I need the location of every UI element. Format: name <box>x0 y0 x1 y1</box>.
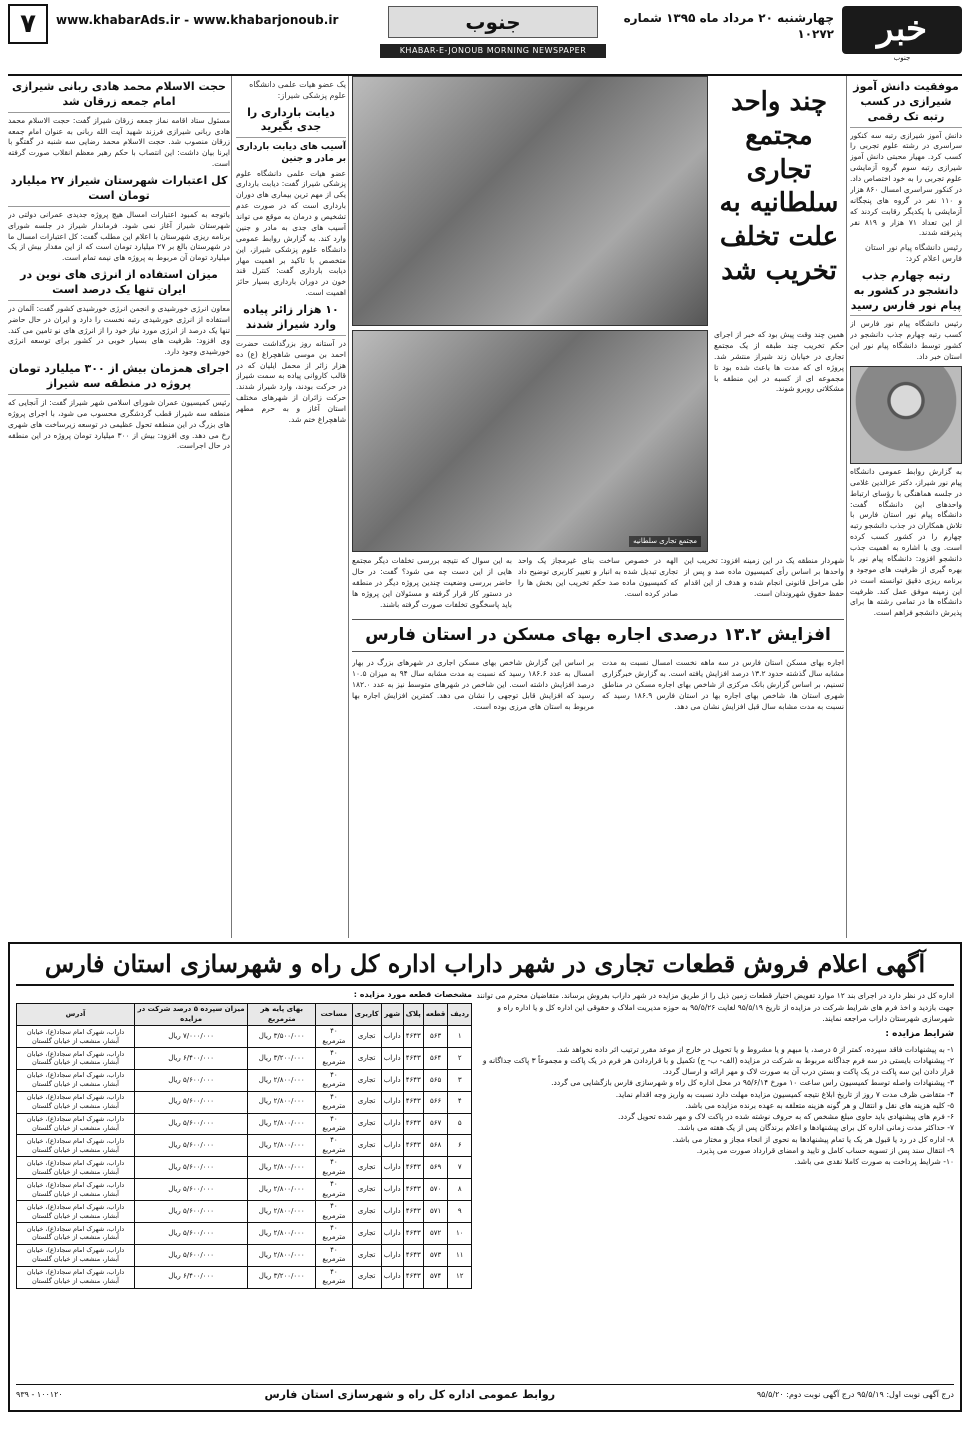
table-cell: داراب، شهرک امام سجاد(ع)، خیابان آبشار، منشعب از خیابان گلستان <box>17 1222 135 1244</box>
news-content <box>8 76 962 938</box>
column-divider <box>348 76 349 938</box>
issue-date: چهارشنبه ۲۰ مرداد ماه ۱۳۹۵ شماره ۱۰۲۷۲ <box>623 11 834 42</box>
column-header: آدرس <box>17 1004 135 1026</box>
table-cell: ۵/۶۰۰/۰۰۰ ریال <box>135 1244 248 1266</box>
ad-publish-dates: درج آگهی نوبت اول: ۹۵/۵/۱۹ درج آگهی نوبت دوم: ۹۵/۵/۲۰ <box>756 1390 954 1400</box>
table-cell: ۳/۲۰۰/۰۰۰ ریال <box>248 1047 316 1069</box>
photo-caption: مجتمع تجاری سلطانیه <box>629 536 701 547</box>
right-column <box>850 76 962 938</box>
table-cell: ۵/۶۰۰/۰۰۰ ریال <box>135 1069 248 1091</box>
table-cell: داراب <box>381 1266 403 1288</box>
table-cell: ۴۶۴۳ <box>403 1091 423 1113</box>
table-cell: ۶/۴۰۰/۰۰۰ ریال <box>135 1266 248 1288</box>
table-cell: ۵/۶۰۰/۰۰۰ ریال <box>135 1179 248 1201</box>
left-column <box>8 76 230 938</box>
table-cell: تجاری <box>352 1201 381 1223</box>
article-kicker: یک عضو هیات علمی دانشگاه علوم پزشکی شیراز: <box>249 80 346 100</box>
table-cell: ۵۷۱ <box>423 1201 448 1223</box>
table-cell: ۲/۸۰۰/۰۰۰ ریال <box>248 1135 316 1157</box>
table-row <box>17 1201 472 1223</box>
article-body: معاون انرژی خورشیدی و انجمن انرژی خورشیدی کشور گفت: آلمان در استفاده از انرژی خورشیدی رتبه نخست را دارد و ایران در حال حاضر تنها یک درصد از انرژی مورد نیاز خود را از انرژی های نو تامین می کند. وی افزود: ظرفیت های بسیار خوبی در کشور برای توسعه انرژی خورشیدی وجود دارد. <box>8 303 230 357</box>
table-cell: ۵۷۰ <box>423 1179 448 1201</box>
portrait-photo <box>850 366 962 464</box>
table-cell: ۲/۸۰۰/۰۰۰ ریال <box>248 1244 316 1266</box>
table-cell: ۵۷۳ <box>423 1244 448 1266</box>
table-row <box>17 1135 472 1157</box>
table-cell: داراب <box>381 1113 403 1135</box>
table-cell: ۵۶۵ <box>423 1069 448 1091</box>
table-cell: ۵۷۲ <box>423 1222 448 1244</box>
column-header: میزان سپرده ۵ درصد شرکت در مزایده <box>135 1004 248 1026</box>
table-cell: ۳ <box>448 1069 472 1091</box>
article-title: حجت الاسلام محمد هادی ربانی شیرازی امام جمعه زرقان شد <box>8 80 230 113</box>
table-cell: ۶ <box>448 1135 472 1157</box>
column-header: کاربری <box>352 1004 381 1026</box>
article-body: رئیس دانشگاه پیام نور فارس از کسب رتبه چهارم جذب دانشجو در کشور توسط دانشگاه پیام نور این استان خبر داد. <box>850 319 962 362</box>
table-cell: داراب، شهرک امام سجاد(ع)، خیابان آبشار، منشعب از خیابان گلستان <box>17 1091 135 1113</box>
table-cell: ۴۶۴۳ <box>403 1047 423 1069</box>
column-header: پلاک <box>403 1004 423 1026</box>
table-cell: داراب <box>381 1179 403 1201</box>
lots-table <box>16 1003 472 1288</box>
table-cell: داراب <box>381 1135 403 1157</box>
table-cell: تجاری <box>352 1026 381 1048</box>
table-row <box>17 1266 472 1288</box>
table-cell: ۲ <box>448 1047 472 1069</box>
conditions-title: شرایط مزایده : <box>885 1029 954 1040</box>
table-cell: ۳/۵۰۰/۰۰۰ ریال <box>248 1026 316 1048</box>
tender-advertisement <box>8 942 962 1412</box>
table-body <box>17 1026 472 1289</box>
table-caption: مشخصات قطعه مورد مزایده : <box>353 990 472 1000</box>
table-row <box>17 1113 472 1135</box>
main-column <box>352 76 844 938</box>
table-cell: ۵/۶۰۰/۰۰۰ ریال <box>135 1135 248 1157</box>
table-cell: ۹ <box>448 1201 472 1223</box>
page-number: ۷ <box>8 4 48 44</box>
table-cell: ۵۶۶ <box>423 1091 448 1113</box>
table-row <box>17 1244 472 1266</box>
table-row <box>17 1222 472 1244</box>
column-header: بهای پایه هر مترمربع <box>248 1004 316 1026</box>
table-cell: ۵/۶۰۰/۰۰۰ ریال <box>135 1091 248 1113</box>
article-title: میزان استفاده از انرژی های نوین در ایران تنها یک درصد است <box>8 268 230 301</box>
condition-item: ۸- اداره کل در رد یا قبول هر یک یا تمام پیشنهادها به نحوی از انحاء مجاز و مختار می باشد. <box>672 1134 954 1144</box>
table-cell: ۴۰ مترمربع <box>316 1135 352 1157</box>
ad-footer <box>16 1384 954 1406</box>
column-header: قطعه <box>423 1004 448 1026</box>
newspaper-logo: خبر <box>842 6 962 54</box>
table-cell: ۴۶۴۳ <box>403 1069 423 1091</box>
article-title: افزایش ۱۳.۲ درصدی اجاره بهای مسکن در استان فارس <box>352 619 844 652</box>
ad-title: آگهی اعلام فروش قطعات تجاری در شهر داراب اداره کل راه و شهرسازی استان فارس <box>16 948 954 986</box>
table-cell: ۴۰ مترمربع <box>316 1179 352 1201</box>
table-cell: داراب، شهرک امام سجاد(ع)، خیابان آبشار، منشعب از خیابان گلستان <box>17 1179 135 1201</box>
condition-item: ۲- پیشنهادات بایستی در سه فرم جداگانه مربوط به شرکت در مزایده (الف- ب- ج) تکمیل و با قراردادن هر فرم در یک پاکت و مجموعاً ۳ پاکت جداگانه و قرار دادن این سه پاکت در یک پاکت و بستن درب آن به صورت لاک و مهر ارائه و ارسال گردد. <box>482 1055 954 1077</box>
table-cell: ۱ <box>448 1026 472 1048</box>
article-title: دیابت بارداری را جدی بگیرید <box>236 106 346 139</box>
article-body: همین چند وقت پیش بود که خبر از اجرای حکم تخریب چند طبقه از یک مجتمع تجاری در خیابان زند شیراز منتشر شد. پروژه ای که مدت ها باعث شده بود تا مجموعه ای از کسبه در این منطقه با مشکلاتی روبرو شوند. <box>714 330 844 394</box>
condition-item: ۹- انتقال سند پس از تسویه حساب کامل و تایید و امضای قرارداد صورت می پذیرد. <box>696 1145 954 1155</box>
lots-table-wrapper <box>16 990 472 1288</box>
table-cell: ۵/۶۰۰/۰۰۰ ریال <box>135 1113 248 1135</box>
table-cell: داراب <box>381 1047 403 1069</box>
table-cell: ۲/۸۰۰/۰۰۰ ریال <box>248 1069 316 1091</box>
table-cell: ۴۰ مترمربع <box>316 1091 352 1113</box>
table-cell: ۴۶۴۳ <box>403 1266 423 1288</box>
website-links[interactable]: www.khabarAds.ir - www.khabarjonoub.ir <box>56 13 339 27</box>
table-cell: داراب <box>381 1026 403 1048</box>
table-row <box>17 1069 472 1091</box>
condition-item: ۶- فرم های پیشنهادی باید حاوی مبلغ مشخص که به حروف نوشته شده در پاکت لاک و مهر شده تحویل گردد. <box>618 1112 954 1122</box>
article-body: باتوجه به کمبود اعتبارات امسال هیچ پروژه جدیدی عمرانی دولتی در شهرستان شیراز آغاز نمی شود. فرماندار شیراز در جلسه شورای برنامه ریزی شهرستان با اعلام این مطلب گفت: کل اعتبارات امسال ما در شهرستان بالغ بر ۲۷ میلیارد تومان است که از این مقدار بیش از یک میلیارد تومان آن مربوط به پروژه های نیمه تمام است. <box>8 209 230 263</box>
table-cell: داراب، شهرک امام سجاد(ع)، خیابان آبشار، منشعب از خیابان گلستان <box>17 1201 135 1223</box>
article-body: عضو هیات علمی دانشگاه علوم پزشکی شیراز گفت: دیابت بارداری یکی از مهم ترین بیماری های دوران بارداری است که در صورت عدم تشخیص و درمان به موقع می تواند آسیب های جدی به مادر و جنین وارد کند. به گزارش روابط عمومی دانشگاه علوم پزشکی شیراز، این متخصص با تاکید بر اهمیت مهار دیابت بارداری گفت: کنترل قند خون در دوران بارداری بسیار حائز اهمیت است. <box>236 168 346 298</box>
table-cell: ۲/۸۰۰/۰۰۰ ریال <box>248 1091 316 1113</box>
table-cell: داراب <box>381 1157 403 1179</box>
table-cell: داراب، شهرک امام سجاد(ع)، خیابان آبشار، منشعب از خیابان گلستان <box>17 1113 135 1135</box>
table-cell: داراب، شهرک امام سجاد(ع)، خیابان آبشار، منشعب از خیابان گلستان <box>17 1069 135 1091</box>
middle-column <box>236 76 346 938</box>
table-cell: داراب، شهرک امام سجاد(ع)، خیابان آبشار، منشعب از خیابان گلستان <box>17 1244 135 1266</box>
article-body: الهه در خصوص ساخت بنای غیرمجاز یک واحد تجاری تبدیل شده به انبار و تغییر کاربری توضیح داد که کمیسیون ماده صد حکم تخریب این بخش ها را صادر کرده است. <box>518 556 678 598</box>
article-body: به گزارش روابط عمومی دانشگاه پیام نور شیراز، دکتر عزالدین غلامی در جلسه هماهنگی با رؤسای ارتباط واحدهای این دانشگاه گفت: دانشگاه پیام نور استان فارس با تلاش همکاران در جذب دانشجو رتبه چهارم را در کشور کسب کرده است. وی با اشاره به اهمیت جذب دانشجو افزود: دانشگاه پیام نور با بهره گیری از ظرفیت های موجود و برنامه ریزی دقیق توانسته است در این زمینه موفق عمل کند. ظرفیت دانشگاه ها در تمامی رشته ها برای پذیرش دانشجو فراهم است. <box>850 466 962 618</box>
latin-title-strip: KHABAR-E-JONOUB MORNING NEWSPAPER <box>380 44 606 58</box>
table-cell: ۸ <box>448 1179 472 1201</box>
table-cell: تجاری <box>352 1091 381 1113</box>
table-cell: داراب <box>381 1222 403 1244</box>
table-cell: ۴۶۴۳ <box>403 1244 423 1266</box>
table-cell: ۵ <box>448 1113 472 1135</box>
table-row <box>17 1026 472 1048</box>
table-cell: ۴۶۴۳ <box>403 1026 423 1048</box>
article-body: بر اساس این گزارش شاخص بهای مسکن اجاری در شهرهای بزرگ در بهار امسال به عدد ۱۸۶.۶ رسید که نسبت به مدت مشابه سال ۹۴ به میزان ۱۰.۵ درصد افزایش داشته است. این شاخص در شهرهای متوسط نیز به عدد ۱۸۲.۰ رسید که افزایش قابل توجهی را نشان می دهد. کمترین افزایش اجاره بها مربوط به استان های مرزی بوده است. <box>352 658 594 711</box>
table-cell: ۴۰ مترمربع <box>316 1201 352 1223</box>
table-cell: داراب <box>381 1201 403 1223</box>
logo-subtitle: جنوب <box>893 54 911 62</box>
table-cell: تجاری <box>352 1222 381 1244</box>
table-header-row <box>17 1004 472 1026</box>
main-photo <box>352 76 708 326</box>
table-cell: ۴۰ مترمربع <box>316 1026 352 1048</box>
article-body: شهردار منطقه یک در این زمینه افزود: تخریب این واحدها بر اساس رأی کمیسیون ماده صد و پس از طی مراحل قانونی انجام شده و هدف از این اقدام حفظ حقوق شهروندان است. <box>684 556 844 598</box>
table-cell: ۴۰ مترمربع <box>316 1266 352 1288</box>
table-cell: تجاری <box>352 1266 381 1288</box>
article-body: مسئول ستاد اقامه نماز جمعه زرقان شیراز گفت: حجت الاسلام محمد هادی ربانی شیرازی فرزند شهید آیت الله ربانی به عنوان امام جمعه زرقان منصوب شد. حجت الاسلام محمد رضایی سه شنبه در گفتگو با ایرنا بیان داشت: این انتصاب با حکم رهبر معظم انقلاب صورت گرفته است. <box>8 115 230 169</box>
table-cell: ۲/۸۰۰/۰۰۰ ریال <box>248 1222 316 1244</box>
table-cell: ۴۰ مترمربع <box>316 1113 352 1135</box>
table-cell: ۵۷۴ <box>423 1266 448 1288</box>
table-cell: تجاری <box>352 1179 381 1201</box>
article-body: اجاره بهای مسکن استان فارس در سه ماهه نخست امسال نسبت به مدت مشابه سال گذشته حدود ۱۳.۲ درصد افزایش یافته است. به گزارش خبرگزاری تسنیم، بر اساس گزارش بانک مرکزی از شاخص بهای اجاره مسکن در مناطق شهری استان ها، شاخص بهای اجاره بها در استان فارس ۱۸۶.۹ رسید که نسبت به مدت مشابه سال قبل افزایش نشان می دهد. <box>602 658 844 711</box>
table-cell: ۴۰ مترمربع <box>316 1244 352 1266</box>
condition-item: ۴- متقاضی ظرف مدت ۷ روز از تاریخ ابلاغ نتیجه کمیسیون مزایده مهلت دارد نسبت به واریز وجه اقدام نماید. <box>615 1089 954 1099</box>
article-title: ۱۰ هزار زائر پیاده وارد شیراز شدند <box>236 303 346 336</box>
masthead <box>8 4 962 76</box>
table-row <box>17 1179 472 1201</box>
table-cell: ۴۰ مترمربع <box>316 1222 352 1244</box>
table-cell: ۱۲ <box>448 1266 472 1288</box>
condition-item: ۷- حداکثر مدت زمانی اداره کل برای پیشنهادها و اعلام برندگان پس از یک هفته می باشد. <box>677 1123 954 1133</box>
column-header: مساحت <box>316 1004 352 1026</box>
condition-item: ۱۰- شرایط پرداخت به صورت کاملا نقدی می باشد. <box>794 1157 954 1167</box>
table-cell: ۵/۶۰۰/۰۰۰ ریال <box>135 1222 248 1244</box>
table-cell: داراب، شهرک امام سجاد(ع)، خیابان آبشار، منشعب از خیابان گلستان <box>17 1266 135 1288</box>
table-cell: داراب <box>381 1244 403 1266</box>
article-body: در آستانه روز بزرگداشت حضرت احمد بن موسی شاهچراغ (ع) ده هزار زائر از محمل ایلیان که در قالب کاروانی پیاده به سمت شیراز در حرکت بودند، وارد شیراز شدند. حرکت زائران از شهرهای مختلف استان آغاز و به حرم مطهر شاهچراغ ختم شد. <box>236 338 346 424</box>
ad-conditions <box>474 990 954 1380</box>
table-cell: تجاری <box>352 1135 381 1157</box>
article-body: دانش آموز شیرازی رتبه سه کنکور سراسری در رشته علوم تجربی را کسب کرد. مهیار محبتی دانش آموز شیرازی رتبه سوم گروه آزمایشی علوم تجربی را به خود اختصاص داد. در کنکور سراسری امسال ۸۶۰ هزار و ۱۱۰ نفر در گروه های پنجگانه آزمایشی با یکدیگر رقابت کردند که از این تعداد ۷۱ هزار و ۸۱۹ نفر پذیرفته شدند. <box>850 130 962 238</box>
table-cell: ۴۰ مترمربع <box>316 1157 352 1179</box>
table-cell: تجاری <box>352 1047 381 1069</box>
condition-item: ۱- به پیشنهادات فاقد سپرده، کمتر از ۵ درصد، یا مبهم و یا مشروط و یا تحویل در خارج از موعد مقرر ترتیب اثر داده نخواهد شد. <box>556 1044 954 1054</box>
table-cell: داراب، شهرک امام سجاد(ع)، خیابان آبشار، منشعب از خیابان گلستان <box>17 1047 135 1069</box>
section-title: جنوب <box>388 6 598 38</box>
table-cell: ۵/۶۰۰/۰۰۰ ریال <box>135 1157 248 1179</box>
column-header: شهر <box>381 1004 403 1026</box>
article-kicker: رئیس دانشگاه پیام نور استان فارس اعلام کرد: <box>865 243 962 264</box>
table-cell: داراب، شهرک امام سجاد(ع)، خیابان آبشار، منشعب از خیابان گلستان <box>17 1026 135 1048</box>
table-cell: ۲/۸۰۰/۰۰۰ ریال <box>248 1113 316 1135</box>
table-cell: ۲/۸۰۰/۰۰۰ ریال <box>248 1179 316 1201</box>
table-cell: ۵۶۹ <box>423 1157 448 1179</box>
table-cell: تجاری <box>352 1157 381 1179</box>
table-cell: ۱۱ <box>448 1244 472 1266</box>
article-columns <box>352 658 844 715</box>
article-body: رئیس کمیسیون عمران شورای اسلامی شهر شیراز گفت: از آنجایی که منطقه سه شیراز قطب گردشگری محسوب می شود، با اجرای پروژه های بزرگ در این منطقه تحول عظیمی در توسعه زیرساخت های شهری رخ می دهد. وی افزود: بیش از ۳۰۰ میلیارد تومان پروژه در این منطقه در حال اجراست. <box>8 397 230 451</box>
table-cell: ۴۰ مترمربع <box>316 1069 352 1091</box>
table-cell: ۴۶۴۳ <box>403 1113 423 1135</box>
table-cell: داراب <box>381 1069 403 1091</box>
table-cell: ۷ <box>448 1157 472 1179</box>
table-cell: تجاری <box>352 1244 381 1266</box>
table-cell: ۵/۶۰۰/۰۰۰ ریال <box>135 1201 248 1223</box>
table-cell: تجاری <box>352 1113 381 1135</box>
table-cell: ۴ <box>448 1091 472 1113</box>
condition-item: ۳- پیشنهادات واصله توسط کمیسیون راس ساعت ۱۰ مورخ ۹۵/۶/۱۴ در محل اداره کل راه و شهرسازی فارس بازگشایی می گردد. <box>551 1078 954 1088</box>
article-subtitle: آسیب های دیابت بارداری بر مادر و جنین <box>236 142 346 165</box>
table-cell: ۴۰ مترمربع <box>316 1047 352 1069</box>
table-cell: ۴۶۴۳ <box>403 1157 423 1179</box>
table-cell: ۵۶۳ <box>423 1026 448 1048</box>
article-body: به این سوال که نتیجه بررسی تخلفات دیگر مجتمع هایی از این دست چه می شود؟ گفت: در حال حاضر بررسی وضعیت چندین پروژه دیگر در منطقه در دستور کار قرار گرفته و مسئولان این پروژه ها باید پاسخگوی تخلفات صورت گرفته باشند. <box>352 556 512 609</box>
ad-intro: اداره کل در نظر دارد در اجرای بند ۱۲ موارد تفویض اختیار قطعات زمین ذیل را از طریق مزایده در شهر داراب بفروش برساند. متقاضیان محترم می توانند جهت بازدید و اخذ فرم های شرایط شرکت در مزایده از تاریخ ۹۵/۵/۱۹ لغایت ۹۵/۵/۲۶ به حوزه مدیریت املاک و حقوقی این اداره کل و یا اداره راه و شهرسازی شهرستان داراب مراجعه نمایند. <box>476 991 954 1023</box>
table-row <box>17 1157 472 1179</box>
table-cell: ۴۶۴۳ <box>403 1135 423 1157</box>
table-cell: ۱۰ <box>448 1222 472 1244</box>
main-headline: چند واحد مجتمع تجاری سلطانیه به علت تخلف تخریب شد <box>719 87 839 286</box>
table-cell: ۴۶۴۳ <box>403 1179 423 1201</box>
ad-signature: روابط عمومی اداره کل راه و شهرسازی استان فارس <box>264 1388 556 1402</box>
article-title: کل اعتبارات شهرستان شیراز ۲۷ میلیارد تومان است <box>8 174 230 207</box>
table-cell: ۵۶۷ <box>423 1113 448 1135</box>
table-cell: داراب <box>381 1091 403 1113</box>
condition-item: ۵- کلیه هزینه های نقل و انتقال و هر گونه هزینه متعلقه به عهده برنده مزایده می باشد. <box>685 1100 954 1110</box>
column-divider <box>846 76 847 938</box>
table-cell: ۶/۴۰۰/۰۰۰ ریال <box>135 1047 248 1069</box>
column-divider <box>231 76 232 938</box>
article-title: اجرای همزمان بیش از ۳۰۰ میلیارد تومان پروژه در منطقه سه شیراز <box>8 362 230 395</box>
table-cell: ۲/۸۰۰/۰۰۰ ریال <box>248 1201 316 1223</box>
secondary-photo <box>352 330 708 552</box>
table-cell: ۴۶۴۳ <box>403 1201 423 1223</box>
table-cell: ۳/۲۰۰/۰۰۰ ریال <box>248 1266 316 1288</box>
table-cell: داراب، شهرک امام سجاد(ع)، خیابان آبشار، منشعب از خیابان گلستان <box>17 1157 135 1179</box>
article-title: رتبه چهارم جذب دانشجو در کشور به پیام نور فارس رسید <box>850 269 962 317</box>
table-cell: ۷/۰۰۰/۰۰۰ ریال <box>135 1026 248 1048</box>
table-cell: ۵۶۸ <box>423 1135 448 1157</box>
table-cell: تجاری <box>352 1069 381 1091</box>
table-cell: داراب، شهرک امام سجاد(ع)، خیابان آبشار، منشعب از خیابان گلستان <box>17 1135 135 1157</box>
table-cell: ۴۶۴۳ <box>403 1222 423 1244</box>
column-header: ردیف <box>448 1004 472 1026</box>
article-title: موفقیت دانش آموز شیرازی در کسب رتبه تک رقمی <box>850 80 962 128</box>
table-row <box>17 1091 472 1113</box>
table-row <box>17 1047 472 1069</box>
table-cell: ۵۶۴ <box>423 1047 448 1069</box>
ad-code: ۱۰۰۱۲۰ - ۹۳۹ <box>16 1390 63 1400</box>
table-cell: ۲/۸۰۰/۰۰۰ ریال <box>248 1157 316 1179</box>
